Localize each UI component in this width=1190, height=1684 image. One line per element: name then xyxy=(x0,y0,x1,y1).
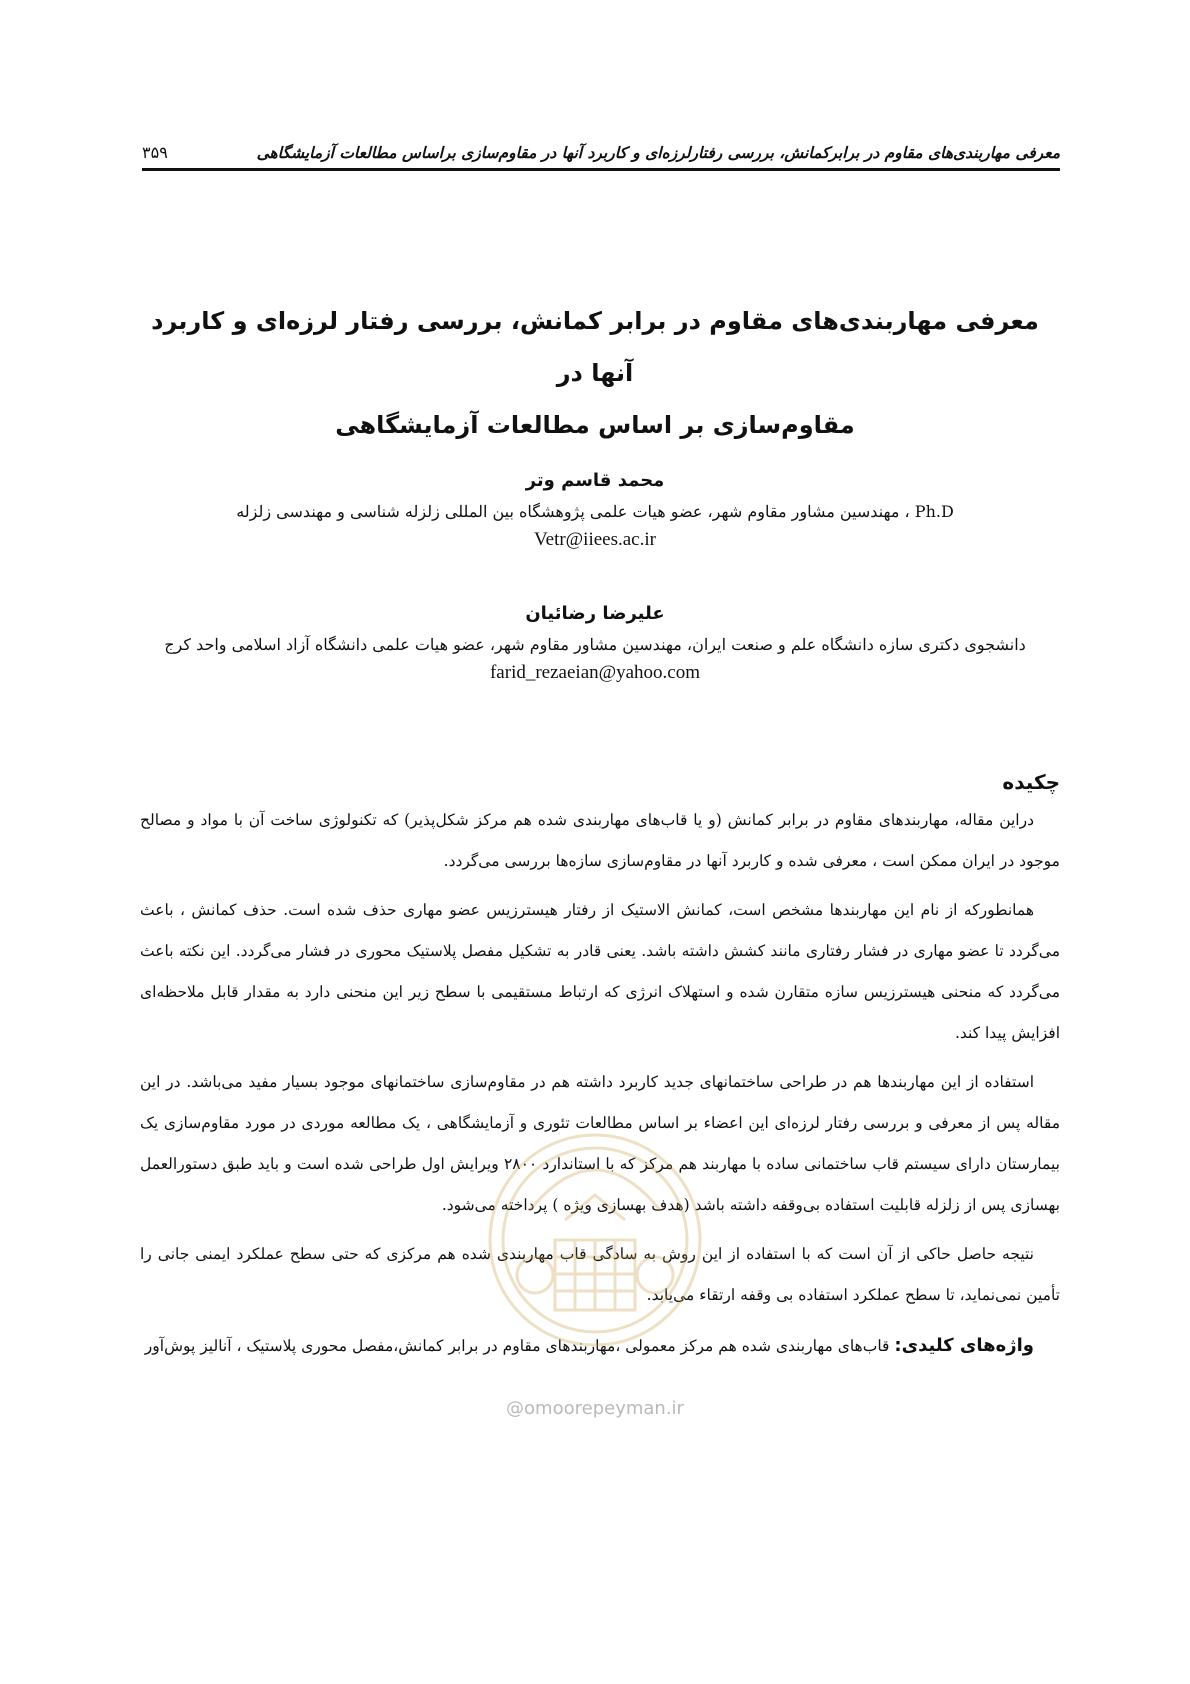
author-name: علیرضا رضائیان xyxy=(525,603,665,624)
paper-title-line-1: معرفی مهاربندی‌های مقاوم در برابر کمانش، بررسی رفتار لرزه‌ای و کاربرد آنها در xyxy=(151,307,1039,387)
author-email[interactable]: Vetr@iiees.ac.ir xyxy=(534,529,656,550)
author-email[interactable]: farid_rezaeian@yahoo.com xyxy=(489,662,701,683)
paper-title-line-2: مقاوم‌سازی بر اساس مطالعات آزمایشگاهی xyxy=(335,411,855,439)
author-block-2 xyxy=(120,603,1070,684)
author-block-1 xyxy=(120,470,1070,551)
paper-title xyxy=(150,295,1040,451)
running-header xyxy=(142,128,1060,171)
author-affiliation: دانشجوی دکتری سازه دانشگاه علم و صنعت ایران، مهندسین مشاور مقاوم شهر، عضو هیات علمی دانشگاه آزاد اسلامی واحد کرج xyxy=(164,635,1026,654)
page-number: ۳۵۹ xyxy=(142,143,168,162)
abstract-paragraph: دراین مقاله، مهاربندهای مقاوم در برابر کمانش (و یا قاب‌های مهاربندی شده هم مرکز شکل‌پذیر) که تکنولوژی ساخت آن با مواد و مصالح موجود در ایران ممکن است ، معرفی شده و کاربرد آنها در مقاوم‌سازی سازه‌ها بررسی می‌گردد. xyxy=(140,811,1060,870)
author-affiliation: Ph.D ، مهندسین مشاور مقاوم شهر، عضو هیات علمی پژوهشگاه بین المللی زلزله شناسی و مهندسی زلزله xyxy=(236,502,954,521)
watermark-url: @omoorepeyman.ir xyxy=(506,1398,684,1419)
running-title: معرفی مهاربندی‌های مقاوم در برابرکمانش، بررسی رفتارلرزه‌ای و کاربرد آنها در مقاوم‌سازی براساس مطالعات آزمایشگاهی xyxy=(256,144,1060,162)
abstract-paragraph: استفاده از این مهاربندها هم در طراحی ساختمانهای جدید کاربرد داشته هم در مقاوم‌سازی ساختمانهای موجود بسیار مفید می‌باشد. در این مقاله پس از معرفی و بررسی رفتار لرزه‌ای این اعضاء بر اساس مطالعات تئوری و آزمایشگاهی ، یک مطالعه موردی در مورد مقاوم‌سازی یک بیمارستان دارای سیستم قاب ساختمانی ساده با مهاربند هم مرکز که با استاندارد ۲۸۰۰ ویرایش اول طراحی شده است و باید طبق دستورالعمل بهسازی پس از زلزله قابلیت استفاده بی‌وقفه داشته باشد (هدف بهسازی ویژه ) پرداخته می‌شود. xyxy=(140,1073,1060,1214)
abstract-paragraph: همانطورکه از نام این مهاربندها مشخص است، کمانش الاستیک از رفتار هیسترزیس عضو مهاری حذف شده است. حذف کمانش ، باعث می‌گردد تا عضو مهاری در فشار رفتاری مانند کشش داشته باشد. یعنی قادر به تشکیل مفصل پلاستیک محوری در فشار می‌گردد. این نکته باعث می‌گردد که منحنی هیسترزیس سازه متقارن شده و استهلاک انرژی که ارتباط مستقیمی با سطح زیر این منحنی دارد به مقدار قابل ملاحظه‌ای افزایش پیدا کند. xyxy=(140,901,1060,1042)
abstract-paragraph: نتیجه حاصل حاکی از آن است که با استفاده از این روش به سادگی قاب مهاربندی شده هم مرکزی که حتی سطح عملکرد ایمنی جانی را تأمین نمی‌نماید، تا سطح عملکرد استفاده بی وقفه ارتقاء می‌یابد. xyxy=(140,1245,1060,1304)
keywords-label: واژه‌های کلیدی: xyxy=(894,1335,1034,1356)
keywords xyxy=(140,1324,1060,1368)
keywords-text: قاب‌های مهاربندی شده هم مرکز معمولی ،مهاربندهای مقاوم در برابر کمانش،مفصل محوری پلاستیک ، آنالیز پوش‌آور xyxy=(144,1337,895,1355)
abstract-heading: چکیده xyxy=(1002,770,1060,794)
author-name: محمد قاسم وتر xyxy=(525,470,665,491)
abstract-section xyxy=(140,770,1060,1368)
